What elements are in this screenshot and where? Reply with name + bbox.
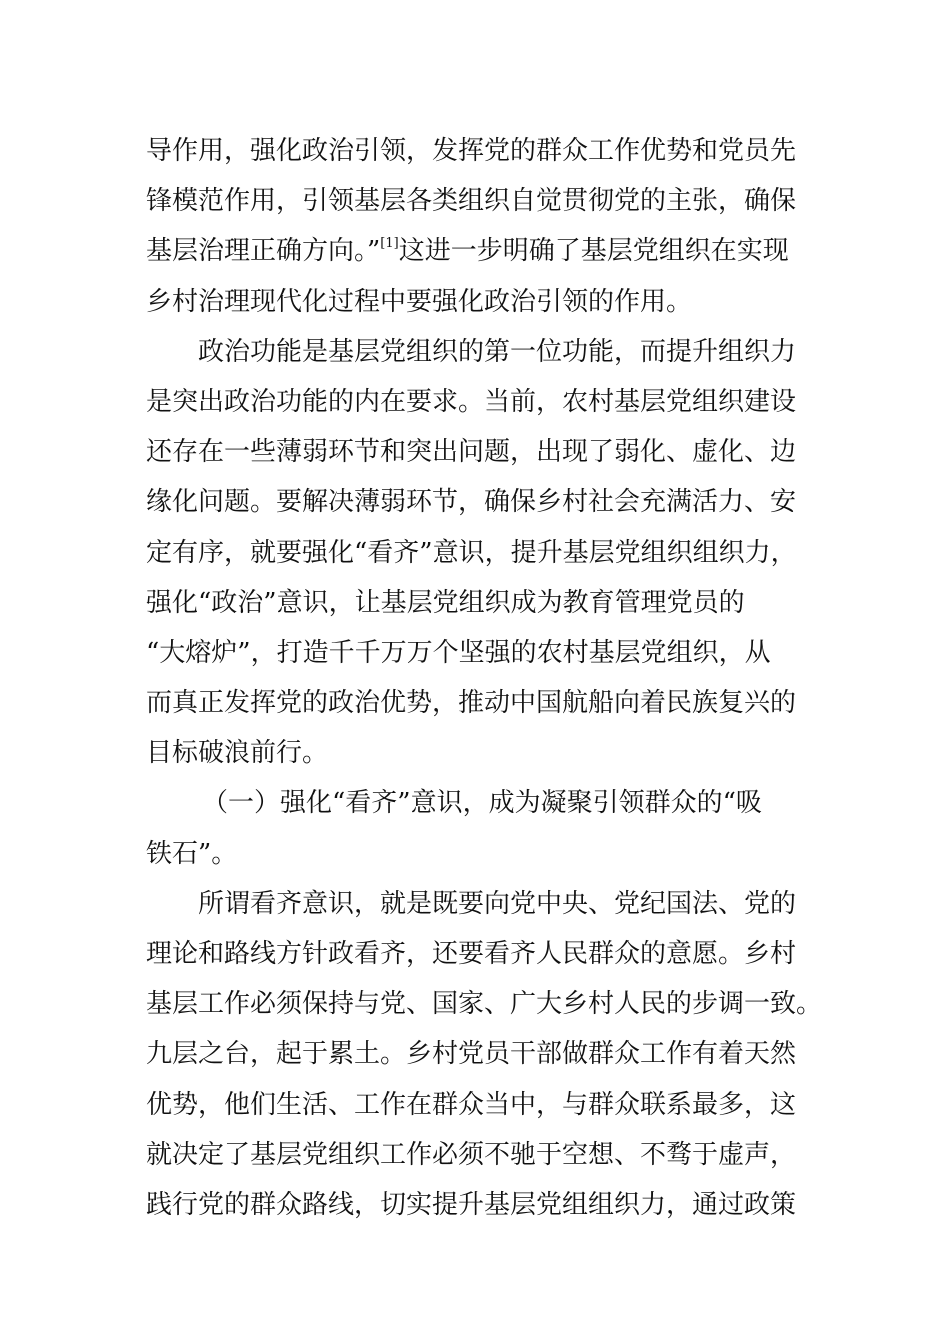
- text-line: 而真正发挥党的政治优势，推动中国航船向着民族复兴的: [146, 688, 797, 719]
- text-line: 缘化问题。要解决薄弱环节，确保乡村社会充满活力、安: [146, 487, 797, 518]
- text-line: 还存在一些薄弱环节和突出问题，出现了弱化、虚化、边: [146, 437, 797, 468]
- text-line: 政治功能是基层党组织的第一位功能，而提升组织力: [198, 336, 797, 367]
- text-line: 是突出政治功能的内在要求。当前，农村基层党组织建设: [146, 386, 797, 417]
- text-line: “大熔炉”，打造千千万万个坚强的农村基层党组织，从: [146, 637, 771, 668]
- text-line: 强化“政治”意识，让基层党组织成为教育管理党员的: [146, 587, 745, 618]
- text-line: 目标破浪前行。: [146, 738, 329, 769]
- text-line: [146, 226, 816, 276]
- paragraph-3: [146, 879, 823, 1230]
- text-line: 所谓看齐意识，就是既要向党中央、党纪国法、党的: [198, 888, 797, 919]
- text-line: 锋模范作用，引领基层各类组织自觉贯彻党的主张，确保: [146, 186, 797, 217]
- text-line: 基层工作必须保持与党、国家、广大乡村人民的步调一致。: [146, 989, 823, 1020]
- document-page: [146, 126, 823, 1230]
- text-line: 就决定了基层党组织工作必须不驰于空想、不骛于虚声，: [146, 1139, 797, 1170]
- section-heading: [146, 778, 816, 878]
- text-line: 导作用，强化政治引领，发挥党的群众工作优势和党员先: [146, 136, 797, 166]
- text-line: 践行党的群众路线，切实提升基层党组组织力，通过政策: [146, 1189, 797, 1220]
- heading-line: 铁石”。: [146, 838, 238, 869]
- footnote-reference[interactable]: [1]: [380, 236, 399, 252]
- text-line: 理论和路线方针政看齐，还要看齐人民群众的意愿。乡村: [146, 939, 797, 969]
- text-segment: 这进一步明确了基层党组织在实现: [398, 236, 789, 267]
- heading-line: （一）强化“看齐”意识，成为凝聚引领群众的“吸: [202, 788, 762, 819]
- text-line: 优势，他们生活、工作在群众当中，与群众联系最多，这: [146, 1089, 797, 1120]
- text-line: 定有序，就要强化“看齐”意识，提升基层党组织组织力，: [146, 537, 797, 568]
- text-line: 乡村治理现代化过程中要强化政治引领的作用。: [146, 286, 693, 317]
- text-segment: 基层治理正确方向。”: [146, 236, 381, 267]
- paragraph-2: [146, 327, 816, 779]
- paragraph-1: [146, 126, 816, 327]
- text-line: 九层之台，起于累土。乡村党员干部做群众工作有着天然: [146, 1039, 797, 1070]
